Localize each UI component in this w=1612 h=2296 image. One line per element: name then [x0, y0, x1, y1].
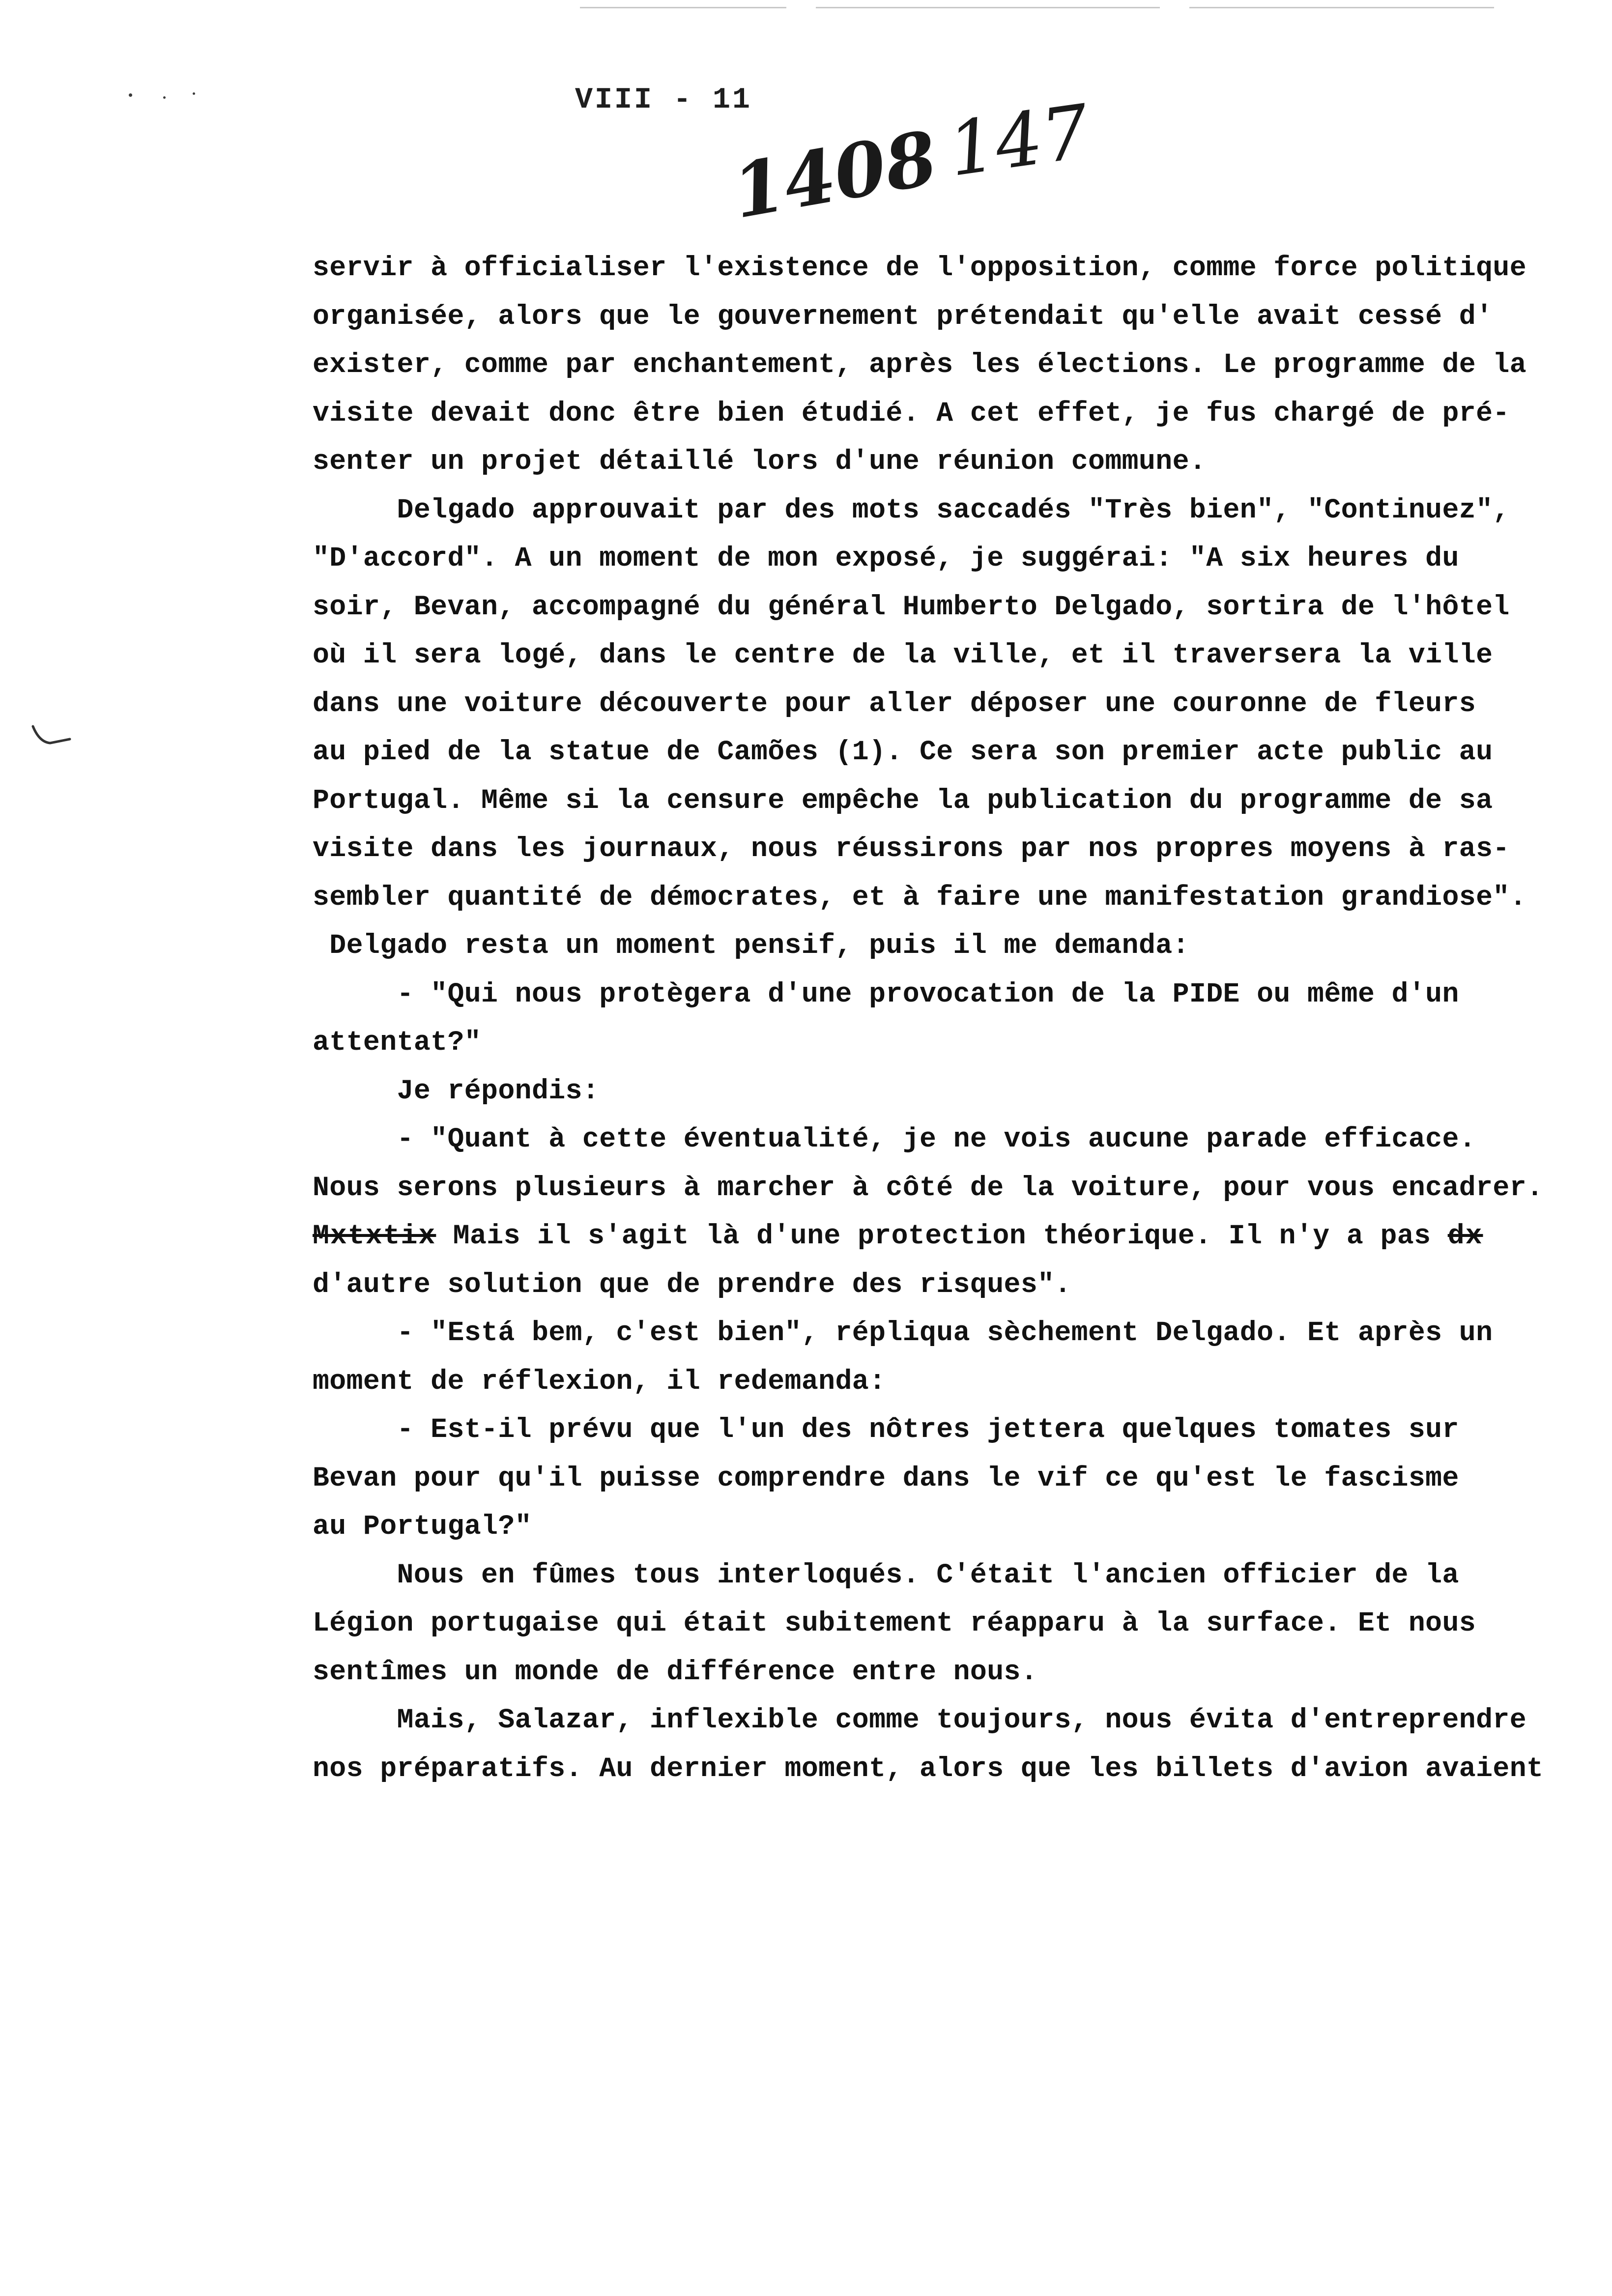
- text-line: visite devait donc être bien étudié. A cet effet, je fus chargé de pré-: [313, 397, 1510, 429]
- text-line: Je répondis:: [313, 1075, 600, 1107]
- scan-edge-line: [816, 7, 1160, 8]
- text-line: où il sera logé, dans le centre de la ville, et il traversera la ville: [313, 639, 1493, 671]
- scan-speck: [129, 93, 132, 97]
- text-line: - "Quant à cette éventualité, je ne vois aucune parade efficace.: [313, 1123, 1476, 1155]
- text-line: - Est-il prévu que l'un des nôtres jettera quelques tomates sur: [313, 1414, 1459, 1445]
- text-line: sentîmes un monde de différence entre nous.: [313, 1656, 1038, 1688]
- text-line: au pied de la statue de Camões (1). Ce sera son premier acte public au: [313, 736, 1493, 768]
- text-line: d'autre solution que de prendre des risques".: [313, 1268, 1071, 1300]
- text-line: sembler quantité de démocrates, et à faire une manifestation grandiose".: [313, 881, 1526, 913]
- text-fragment: Mais il s'agit là d'une protection théorique. Il n'y a pas: [436, 1220, 1448, 1252]
- text-line: "D'accord". A un moment de mon exposé, je suggérai: "A six heures du: [313, 543, 1459, 574]
- scan-speck: [193, 92, 195, 95]
- text-line: servir à officialiser l'existence de l'opposition, comme force politique: [313, 252, 1526, 284]
- text-line: senter un projet détaillé lors d'une réunion commune.: [313, 446, 1207, 477]
- text-line: moment de réflexion, il redemanda:: [313, 1365, 886, 1397]
- text-line: - "Está bem, c'est bien", répliqua sèchement Delgado. Et après un: [313, 1317, 1493, 1349]
- handwritten-page-number: 147: [943, 88, 1095, 194]
- text-line: Bevan pour qu'il puisse comprendre dans le vif ce qu'est le fascisme: [313, 1462, 1459, 1494]
- scan-speck: [163, 96, 166, 99]
- text-line: Delgado resta un moment pensif, puis il me demanda:: [313, 930, 1189, 961]
- text-line: Nous serons plusieurs à marcher à côté de la voiture, pour vous encadrer.: [313, 1172, 1544, 1204]
- text-line: organisée, alors que le gouvernement prétendait qu'elle avait cessé d': [313, 300, 1493, 332]
- text-line: Nous en fûmes tous interloqués. C'était l'ancien officier de la: [313, 1559, 1459, 1591]
- scan-edge-line: [1189, 7, 1494, 8]
- text-line: nos préparatifs. Au dernier moment, alors que les billets d'avion avaient: [313, 1752, 1544, 1784]
- text-line: au Portugal?": [313, 1511, 532, 1542]
- text-line: Delgado approuvait par des mots saccadés "Très bien", "Continuez",: [313, 494, 1510, 526]
- struck-out-text: Mxtxtix: [313, 1220, 436, 1252]
- text-line: exister, comme par enchantement, après les élections. Le programme de la: [313, 349, 1526, 380]
- text-line: Mais, Salazar, inflexible comme toujours, nous évita d'entreprendre: [313, 1704, 1526, 1736]
- text-line: attentat?": [313, 1027, 482, 1058]
- handwritten-crossed-number: 1408: [726, 115, 944, 235]
- text-line: - "Qui nous protègera d'une provocation de la PIDE ou même d'un: [313, 978, 1459, 1010]
- text-line: dans une voiture découverte pour aller déposer une couronne de fleurs: [313, 688, 1476, 719]
- text-line: visite dans les journaux, nous réussirons par nos propres moyens à ras-: [313, 833, 1510, 864]
- body-text: [313, 244, 1590, 1793]
- scan-edge-line: [580, 7, 786, 8]
- page-number: VIII - 11: [575, 84, 752, 117]
- struck-out-text: dx: [1447, 1220, 1483, 1252]
- margin-pencil-mark-icon: [30, 722, 75, 752]
- text-line: Légion portugaise qui était subitement réapparu à la surface. Et nous: [313, 1607, 1476, 1639]
- text-line: Portugal. Même si la censure empêche la publication du programme de sa: [313, 784, 1493, 816]
- text-line-with-strikeout: [313, 1212, 1590, 1261]
- text-line: soir, Bevan, accompagné du général Humberto Delgado, sortira de l'hôtel: [313, 591, 1510, 623]
